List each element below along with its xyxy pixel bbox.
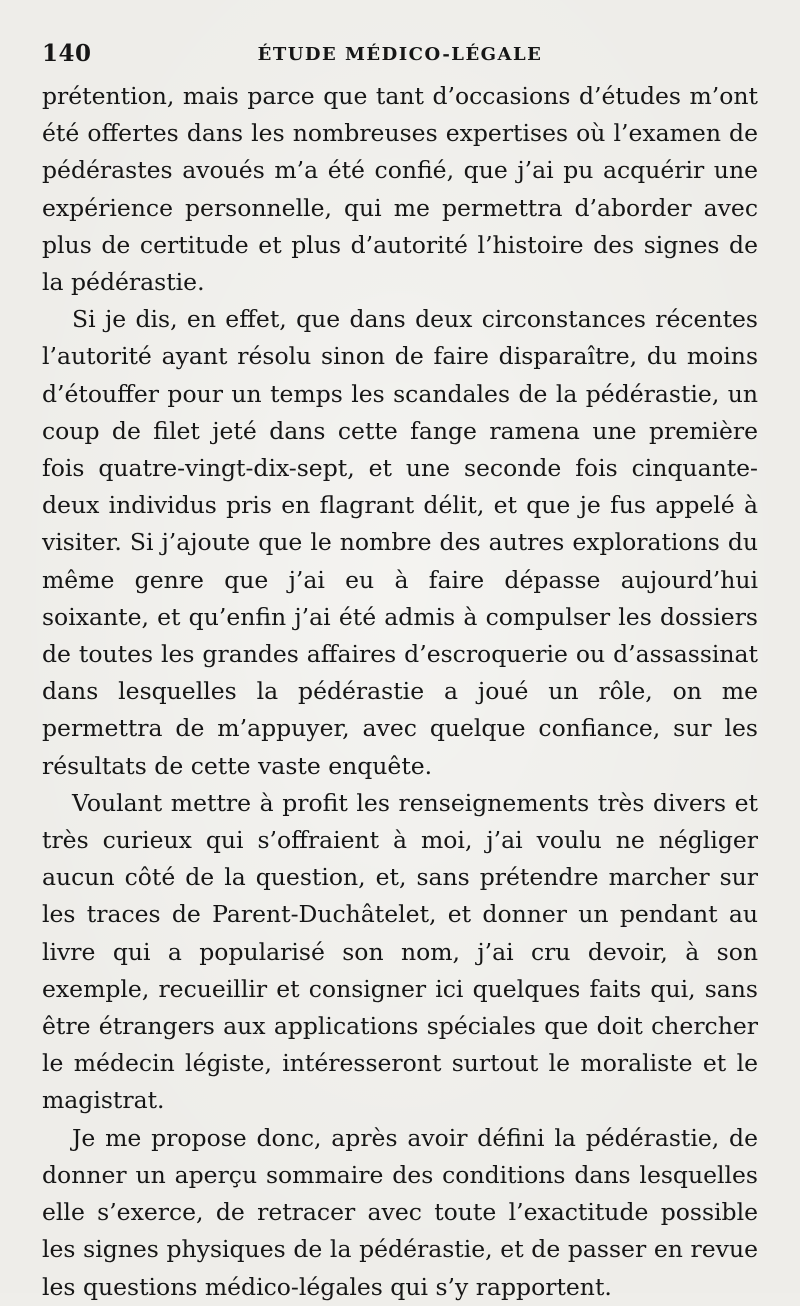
paragraph-continuation: prétention, mais parce que tant d’occasions d’études m’ont été offertes dans les nombreuses expertises où l’examen de pédérastes avoués m’a été confié, que j’ai pu acquérir une expérience personnelle, qui me permettra d’aborder avec plus de certitude et plus d’autorité l’histoire des signes de la pédérastie.: [42, 82, 758, 297]
running-title: ÉTUDE MÉDICO-LÉGALE: [257, 44, 543, 65]
page-number: 140: [42, 40, 92, 67]
running-head: [42, 34, 758, 78]
paragraph: Je me propose donc, après avoir défini la pédérastie, de donner un aperçu sommaire des conditions dans lesquelles elle s’exerce, de retracer avec toute l’exactitude possible les signes physiques de la pédérastie, et de passer en revue les questions médico-légales qui s’y rapportent.: [42, 1123, 758, 1301]
paragraph: Si je dis, en effet, que dans deux circonstances récentes l’autorité ayant résolu sinon de faire disparaître, du moins d’étouffer pour un temps les scandales de la pédérastie, un coup de filet jeté dans cette fange ramena une première fois quatre-vingt-dix-sept, et une seconde fois cinquante-deux individus pris en flagrant délit, et que je fus appelé à visiter. Si j’ajoute que le nombre des autres explorations du même genre que j’ai eu à faire dépasse aujourd’hui soixante, et qu’enfin j’ai été admis à compulser les dossiers de toutes les grandes affaires d’escroquerie ou d’assassinat dans lesquelles la pédérastie a joué un rôle, on me permettra de m’appuyer, avec quelque confiance, sur les résultats de cette vaste enquête.: [42, 305, 758, 780]
text-body: [42, 78, 758, 1306]
paragraph: Voulant mettre à profit les renseignements très divers et très curieux qui s’offraient à moi, j’ai voulu ne négliger aucun côté de la question, et, sans prétendre marcher sur les traces de Parent-Duchâtelet, et donner un pendant au livre qui a popularisé son nom, j’ai cru devoir, à son exemple, recueillir et consigner ici quelques faits qui, sans être étrangers aux applications spéciales que doit chercher le médecin légiste, intéresseront surtout le moraliste et le magistrat.: [42, 788, 758, 1115]
